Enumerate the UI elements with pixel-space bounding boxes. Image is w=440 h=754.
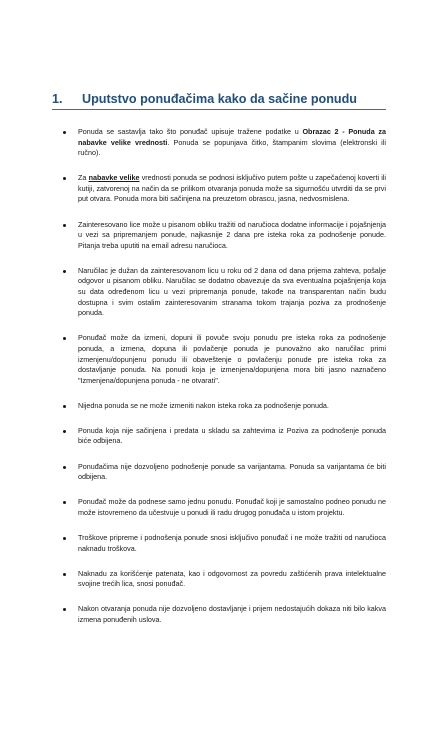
- list-item-text: Ponuđač može da podnese samo jednu ponudu. Ponuđač koji je samostalno podneo ponudu ne može istovremeno da učestvuje u ponudi ili radu drugog ponuđača u istom projektu.: [78, 497, 386, 517]
- bullet-icon: [63, 270, 66, 273]
- list-item: [60, 333, 386, 386]
- bullet-icon: [63, 537, 66, 540]
- list-item-text: Nakon otvaranja ponuda nije dozvoljeno dostavljanje i prijem nedostajućih dokaza niti bilo kakva izmena ponuđenih uslova.: [78, 604, 386, 624]
- list-item-text: Zainteresovano lice može u pisanom obliku tražiti od naručioca dodatne informacije i pojašnjenja u vezi sa pripremanjem ponude, najkasnije 2 dana pre isteka roka za podnošenje ponude. Pitanja treba uputiti na email adresu naručioca.: [78, 219, 386, 250]
- list-item: [60, 462, 386, 483]
- instruction-list: [60, 127, 386, 640]
- list-item: [60, 533, 386, 554]
- bullet-icon: [63, 177, 66, 180]
- list-item: [60, 173, 386, 205]
- list-item: [60, 127, 386, 159]
- list-item-text: . Ponuda se popunjava čitko, štampanim slovima (elektronski ili ručno).: [78, 137, 386, 158]
- list-item-text: Troškove pripreme i podnošenja ponude snosi isključivo ponuđač i ne može tražiti od naručioca naknadu troškova.: [78, 532, 386, 553]
- list-item-text: vrednosti ponuda se podnosi isključivo putem pošte u zapečaćenoj koverti ili kutiji, zatvorenoj na način da se prilikom otvaranja ponuda može sa sigurnošću utvrditi da se prvi put otvara. Ponuda mora biti sačinjena na preuzetom obrascu, jasna, nedvosmislena.: [78, 173, 387, 204]
- bullet-icon: [63, 131, 66, 134]
- list-item: [60, 569, 386, 590]
- list-item-text: Za: [78, 173, 89, 183]
- bullet-icon: [63, 337, 66, 340]
- list-item-text: Naručilac je dužan da zainteresovanom licu u roku od 2 dana od dana prijema zahteva, pošalje odgovor u pisanom obliku. Naručilac se dodatno obavezuje da sva eventualna pojašnjenja koja su data određenom licu u vezi pripremanja ponude, takođe na transparentan način budu dostupna i svim ostalim zainteresovanim stranama tokom trajanja poziva za prodnošenje ponuda.: [78, 265, 386, 318]
- list-item-text: Ponuda se sastavlja tako što ponuđač upisuje tražene podatke u: [78, 127, 303, 136]
- bullet-icon: [63, 501, 66, 504]
- list-item-text: Naknadu za korišćenje patenata, kao i odgovornost za povredu zaštićenih prava intelektualne svojine trećih lica, snosi ponuđač.: [78, 568, 386, 589]
- list-item: [60, 266, 386, 319]
- list-item-text: Ponuda koja nije sačinjena i predata u skladu sa zahtevima iz Poziva za podnošenje ponuda biće odbijena.: [78, 425, 386, 446]
- bullet-icon: [63, 405, 66, 408]
- list-item: [60, 426, 386, 447]
- section-heading: [52, 92, 386, 110]
- list-item: [60, 401, 386, 412]
- bullet-icon: [63, 608, 66, 611]
- bullet-icon: [63, 466, 66, 469]
- list-item-text: Ponuđač može da izmeni, dopuni ili povuče svoju ponudu pre isteka roka za podnošenje ponuda, a izmena, dopuna ili povlačenje ponuda je punovažno ako naručilac primi izmenjenu/dopunjenu ponudu ili obaveštenje o povlačenju ponude pre isteka roka za dostavljanje ponuda. Na ponudi koja je izmenjena/dopunjena mora biti jasno naznačeno "Izmenjena/dopunjena ponuda - ne otvarati".: [78, 333, 386, 385]
- list-item-text: Obrazac 2 - Ponuda za nabavke velike vrednosti: [78, 127, 386, 147]
- list-item-text: Ponuđačima nije dozvoljeno podnošenje ponude sa varijantama. Ponuda sa varijantama će biti odbijena.: [78, 461, 386, 482]
- bullet-icon: [63, 224, 66, 227]
- list-item-text: Nijedna ponuda se ne može izmeniti nakon isteka roka za podnošenje ponuda.: [78, 400, 329, 410]
- section-title: Uputstvo ponuđačima kako da sačine ponudu: [82, 92, 358, 106]
- list-item: [60, 220, 386, 252]
- bullet-icon: [63, 430, 66, 433]
- list-item: [60, 604, 386, 625]
- list-item: [60, 497, 386, 518]
- bullet-icon: [63, 573, 66, 576]
- list-item-text: nabavke velike: [88, 173, 140, 183]
- section-number: 1.: [52, 92, 63, 106]
